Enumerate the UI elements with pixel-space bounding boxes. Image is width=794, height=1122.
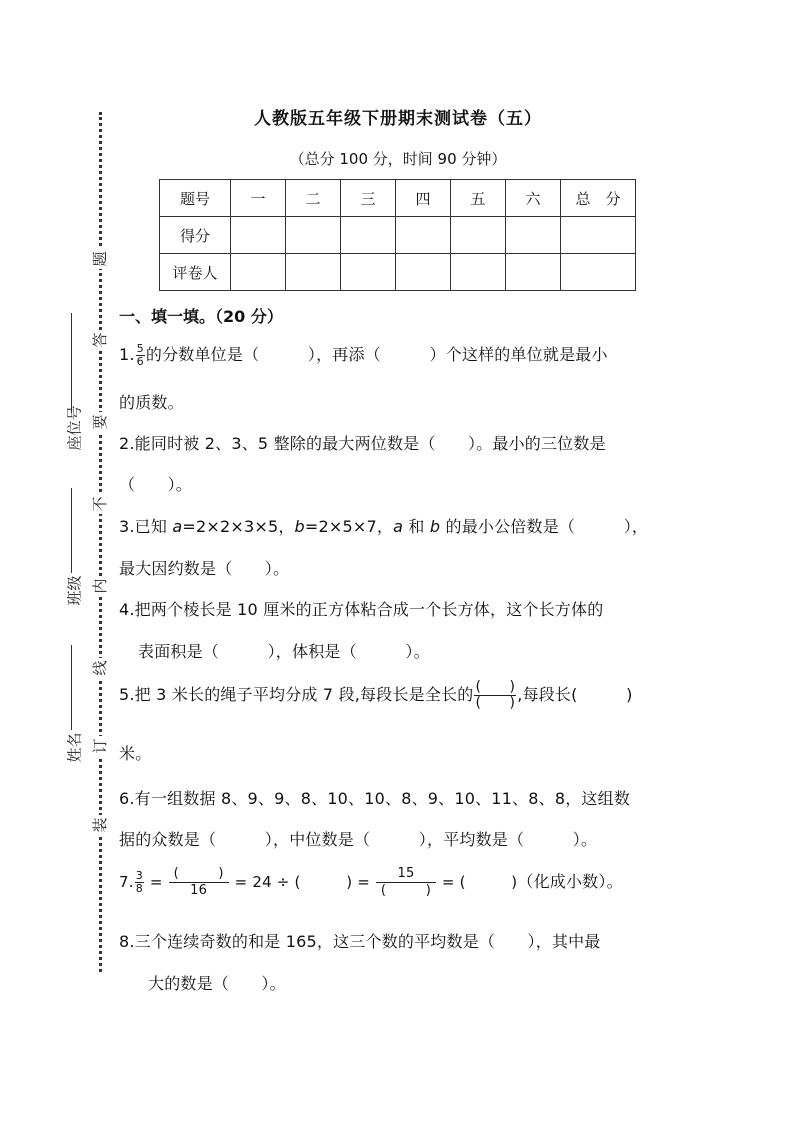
binding-char: 内 [90,576,110,596]
question-text: 3.已知 [119,517,173,536]
question-number: 1. [119,345,135,364]
question-6-line-1: 6.有一组数据 8、9、9、8、10、10、8、9、10、11、8、8，这组数 [119,789,631,808]
blank-fraction [474,680,516,711]
score-cell[interactable] [286,217,341,254]
binding-char: 订 [90,736,110,756]
score-table-row [160,254,636,291]
score-header-cell: 四 [396,180,451,217]
score-header-cell: 六 [506,180,561,217]
question-8-line-1: 8.三个连续奇数的和是 165，这三个数的平均数是（ ），其中最 [119,932,601,951]
fraction-denominator: 16 [190,883,208,898]
score-table [159,179,636,291]
question-text: （化成小数）。 [517,872,623,891]
binding-char: 要 [90,412,110,432]
score-cell[interactable] [231,254,286,291]
fraction [135,870,144,895]
score-row-label: 得分 [160,217,231,254]
expression-a: =2×2×3×5， [182,517,295,536]
question-5-line-2: 米。 [119,744,152,763]
binding-char: 不 [90,494,110,514]
score-header-cell: 总 分 [561,180,636,217]
question-1-line-2: 的质数。 [119,393,184,412]
blank-fraction [169,866,229,899]
variable-a: a [393,517,404,536]
question-4-line-2: 表面积是（ ），体积是（ ）。 [138,642,430,661]
fraction-denominator: ( ) [380,883,432,898]
question-1-line-1 [119,342,679,368]
fraction-numerator: ( ) [475,679,516,695]
question-text: ,每段长( ) [517,685,633,704]
fraction-numerator: 5 [136,342,144,355]
blank-fraction [376,866,436,899]
variable-a: a [172,517,183,536]
question-3-line-1 [119,514,679,537]
score-cell[interactable] [396,217,451,254]
score-table-row [160,217,636,254]
score-header-cell: 二 [286,180,341,217]
fraction-numerator: 3 [135,869,143,882]
question-3-line-2: 最大因约数是（ ）。 [119,559,290,578]
question-6-line-2: 据的众数是（ ），中位数是（ ），平均数是（ ）。 [119,830,598,849]
binding-char: 答 [90,330,110,350]
score-cell[interactable] [506,217,561,254]
question-text: 5.把 3 米长的绳子平均分成 7 段,每段长是全长的 [119,685,474,704]
fraction [136,343,145,368]
question-8-line-2: 大的数是（ ）。 [148,974,286,993]
variable-b: b [294,517,305,536]
expression: = ( ) [436,873,518,891]
question-text: 的分数单位是（ ），再添（ ）个这样的单位就是最小 [145,345,608,364]
binding-dotted-line [99,112,102,972]
score-cell[interactable] [451,217,506,254]
score-cell[interactable] [286,254,341,291]
score-row-label: 评卷人 [160,254,231,291]
fraction-numerator: ( ) [169,866,229,883]
exam-title: 人教版五年级下册期末测试卷（五） [254,109,542,129]
question-5-line-1 [119,680,679,711]
class-line [71,488,72,573]
seat-number-label: 座位号 [65,405,84,451]
question-text: 的最小公倍数是（ ）， [440,517,649,536]
binding-char: 题 [90,249,110,269]
score-header-cell: 题号 [160,180,231,217]
question-number: 7. [119,873,134,891]
score-cell[interactable] [341,254,396,291]
fraction-denominator: ( ) [475,695,516,711]
binding-char: 线 [90,658,110,678]
question-7-line-1 [119,866,679,899]
name-label: 姓名 [65,732,84,763]
exam-subtitle: （总分 100 分，时间 90 分钟） [289,150,507,168]
expression-b: =2×5×7， [304,517,394,536]
score-cell[interactable] [451,254,506,291]
question-2-line-1: 2.能同时被 2、3、5 整除的最大两位数是（ ）。最小的三位数是 [119,434,606,453]
score-cell[interactable] [561,217,636,254]
score-header-cell: 一 [231,180,286,217]
question-4-line-1: 4.把两个棱长是 10 厘米的正方体粘合成一个长方体，这个长方体的 [119,600,604,619]
score-cell[interactable] [561,254,636,291]
score-table-header-row [160,180,636,217]
question-2-line-2: （ ）。 [119,475,193,494]
name-line [71,645,72,730]
binding-char: 装 [90,815,110,835]
class-label: 班级 [65,575,84,606]
fraction-denominator: 6 [136,355,144,368]
seat-number-line [71,313,72,413]
score-header-cell: 五 [451,180,506,217]
score-cell[interactable] [341,217,396,254]
score-cell[interactable] [396,254,451,291]
score-header-cell: 三 [341,180,396,217]
section-heading: 一、填一填。（20 分） [119,307,283,326]
expression: = 24 ÷ ( ) = [229,873,375,891]
equals: = [144,873,168,891]
fraction-denominator: 8 [135,882,143,895]
score-cell[interactable] [506,254,561,291]
variable-b: b [429,517,441,536]
score-cell[interactable] [231,217,286,254]
fraction-numerator: 15 [376,866,436,883]
question-text: 和 [403,517,430,536]
